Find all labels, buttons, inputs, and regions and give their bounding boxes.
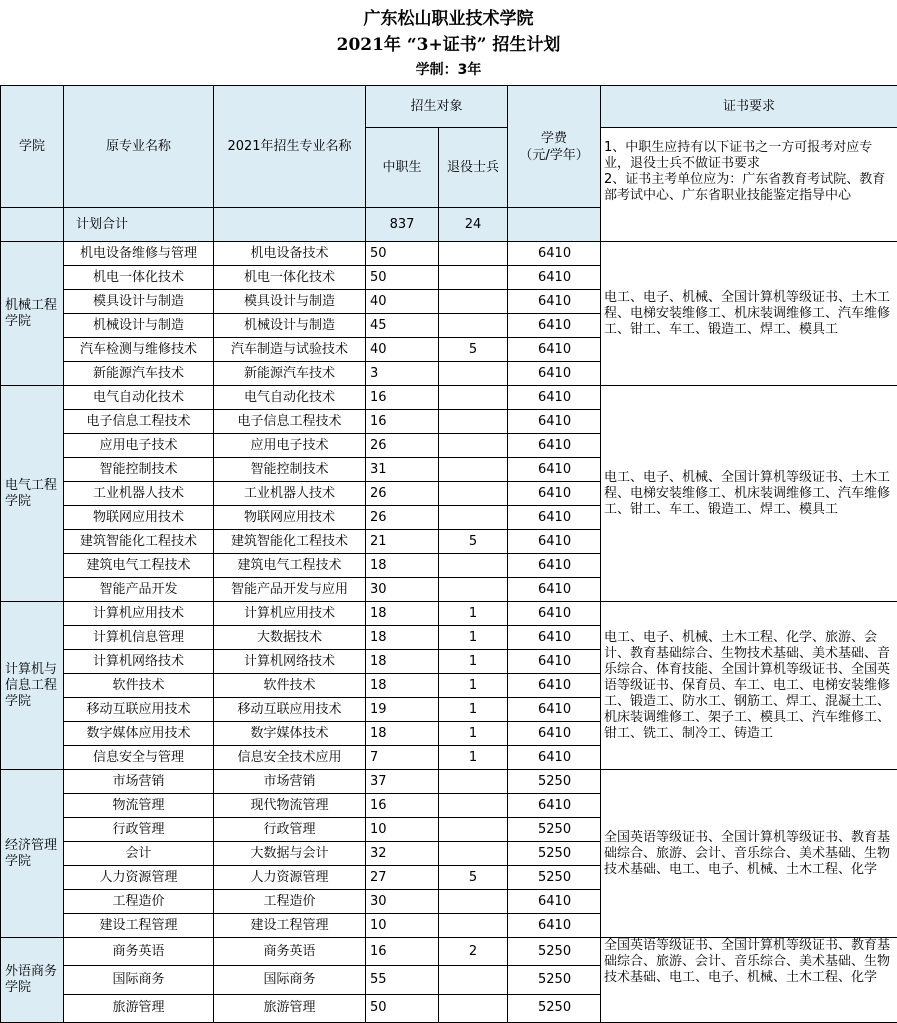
- veteran-count-cell: [439, 482, 508, 506]
- veteran-count-cell: 5: [439, 530, 508, 554]
- fee-cell: 6410: [508, 506, 601, 530]
- college-name: 电气工程学院: [1, 386, 64, 602]
- college-name: 外语商务学院: [1, 938, 64, 1023]
- vocational-count-cell: 50: [366, 994, 439, 1022]
- table-row: [1, 770, 897, 794]
- new-major-cell: 智能控制技术: [214, 458, 366, 482]
- original-major-cell: 物流管理: [64, 794, 214, 818]
- title-area: [0, 0, 897, 85]
- vocational-count-cell: 21: [366, 530, 439, 554]
- fee-cell: 6410: [508, 314, 601, 338]
- original-major-cell: 市场营销: [64, 770, 214, 794]
- total-blank-2: [214, 208, 366, 242]
- new-major-cell: 工程造价: [214, 890, 366, 914]
- new-major-cell: 建筑智能化工程技术: [214, 530, 366, 554]
- new-major-cell: 计算机应用技术: [214, 602, 366, 626]
- new-major-cell: 建设工程管理: [214, 914, 366, 938]
- veteran-count-cell: [439, 242, 508, 266]
- veteran-count-cell: [439, 410, 508, 434]
- original-major-cell: 模具设计与制造: [64, 290, 214, 314]
- total-vocational: 837: [366, 208, 439, 242]
- table-row: [1, 386, 897, 410]
- new-major-cell: 建筑电气工程技术: [214, 554, 366, 578]
- cert-note-text: 1、中职生应持有以下证书之一方可报考对应专业，退役士兵不做证书要求 2、证书主考单位应为：广东省教育考试院、教育部考试中心、广东省职业技能鉴定指导中心: [604, 140, 885, 203]
- vocational-count-cell: 16: [366, 794, 439, 818]
- vocational-count-cell: 10: [366, 914, 439, 938]
- original-major-cell: 机械设计与制造: [64, 314, 214, 338]
- fee-cell: 5250: [508, 770, 601, 794]
- total-blank: [1, 208, 64, 242]
- vocational-count-cell: 3: [366, 362, 439, 386]
- plan-title: 2021年 “3+证书” 招生计划: [0, 30, 897, 55]
- new-major-cell: 应用电子技术: [214, 434, 366, 458]
- fee-cell: 5250: [508, 818, 601, 842]
- vocational-count-cell: 26: [366, 434, 439, 458]
- veteran-count-cell: 2: [439, 938, 508, 966]
- vocational-count-cell: 30: [366, 890, 439, 914]
- fee-cell: 6410: [508, 554, 601, 578]
- veteran-count-cell: [439, 794, 508, 818]
- original-major-cell: 国际商务: [64, 966, 214, 994]
- new-major-cell: 大数据技术: [214, 626, 366, 650]
- new-major-cell: 商务英语: [214, 938, 366, 966]
- new-major-cell: 智能产品开发与应用: [214, 578, 366, 602]
- original-major-cell: 电气自动化技术: [64, 386, 214, 410]
- new-major-cell: 大数据与会计: [214, 842, 366, 866]
- veteran-count-cell: 5: [439, 338, 508, 362]
- cert-note: [601, 128, 897, 242]
- vocational-count-cell: 18: [366, 626, 439, 650]
- fee-cell: 6410: [508, 602, 601, 626]
- header-new-major: 2021年招生专业名称: [214, 86, 366, 208]
- vocational-count-cell: 40: [366, 290, 439, 314]
- vocational-count-cell: 18: [366, 722, 439, 746]
- new-major-cell: 电子信息工程技术: [214, 410, 366, 434]
- fee-cell: 5250: [508, 866, 601, 890]
- vocational-count-cell: 16: [366, 410, 439, 434]
- vocational-count-cell: 27: [366, 866, 439, 890]
- total-veteran: 24: [439, 208, 508, 242]
- enrollment-plan-table: [0, 85, 897, 1023]
- school-title: 广东松山职业技术学院: [0, 4, 897, 29]
- new-major-cell: 工业机器人技术: [214, 482, 366, 506]
- veteran-count-cell: 1: [439, 746, 508, 770]
- original-major-cell: 机电一体化技术: [64, 266, 214, 290]
- vocational-count-cell: 50: [366, 242, 439, 266]
- header-college: 学院: [1, 86, 64, 208]
- veteran-count-cell: [439, 458, 508, 482]
- cert-requirement: 电工、电子、机械、全国计算机等级证书、土木工程、电梯安装维修工、机床装调维修工、汽车维修工、钳工、车工、锻造工、焊工、模具工: [601, 386, 897, 602]
- fee-cell: 6410: [508, 458, 601, 482]
- fee-cell: 6410: [508, 362, 601, 386]
- header-fee-text: 学费 （元/学年）: [519, 131, 588, 163]
- fee-cell: 6410: [508, 242, 601, 266]
- fee-cell: 6410: [508, 578, 601, 602]
- original-major-cell: 建筑智能化工程技术: [64, 530, 214, 554]
- veteran-count-cell: [439, 362, 508, 386]
- new-major-cell: 软件技术: [214, 674, 366, 698]
- vocational-count-cell: 16: [366, 938, 439, 966]
- cert-requirement: 电工、电子、机械、土木工程、化学、旅游、会计、教育基础综合、生物技术基础、美术基础、音乐综合、体育技能、全国计算机等级证书、全国英语等级证书、保育员、车工、电工、电梯安装维修工、锻造工、防水工、钢筋工、焊工、混凝土工、机床装调维修工、架子工、模具工、汽车维修工、钳工、铣工、制冷工、铸造工: [601, 602, 897, 770]
- new-major-cell: 现代物流管理: [214, 794, 366, 818]
- header-target: 招生对象: [366, 86, 508, 128]
- vocational-count-cell: 31: [366, 458, 439, 482]
- original-major-cell: 物联网应用技术: [64, 506, 214, 530]
- vocational-count-cell: 45: [366, 314, 439, 338]
- header-veteran: 退役士兵: [439, 128, 508, 208]
- fee-cell: 6410: [508, 434, 601, 458]
- fee-cell: 6410: [508, 266, 601, 290]
- fee-cell: 6410: [508, 794, 601, 818]
- original-major-cell: 信息安全与管理: [64, 746, 214, 770]
- fee-cell: 5250: [508, 842, 601, 866]
- original-major-cell: 工业机器人技术: [64, 482, 214, 506]
- header-row-1: [1, 86, 897, 128]
- new-major-cell: 人力资源管理: [214, 866, 366, 890]
- fee-cell: 6410: [508, 914, 601, 938]
- original-major-cell: 工程造价: [64, 890, 214, 914]
- veteran-count-cell: [439, 386, 508, 410]
- total-label: 计划合计: [64, 208, 214, 242]
- original-major-cell: 电子信息工程技术: [64, 410, 214, 434]
- original-major-cell: 数字媒体应用技术: [64, 722, 214, 746]
- new-major-cell: 计算机网络技术: [214, 650, 366, 674]
- veteran-count-cell: [439, 966, 508, 994]
- original-major-cell: 商务英语: [64, 938, 214, 966]
- veteran-count-cell: 1: [439, 602, 508, 626]
- new-major-cell: 信息安全技术应用: [214, 746, 366, 770]
- original-major-cell: 机电设备维修与管理: [64, 242, 214, 266]
- header-fee: [508, 86, 601, 208]
- new-major-cell: 电气自动化技术: [214, 386, 366, 410]
- veteran-count-cell: 1: [439, 650, 508, 674]
- fee-cell: 6410: [508, 674, 601, 698]
- vocational-count-cell: 19: [366, 698, 439, 722]
- vocational-count-cell: 50: [366, 266, 439, 290]
- fee-cell: 6410: [508, 890, 601, 914]
- fee-cell: 6410: [508, 530, 601, 554]
- new-major-cell: 国际商务: [214, 966, 366, 994]
- original-major-cell: 软件技术: [64, 674, 214, 698]
- vocational-count-cell: 16: [366, 386, 439, 410]
- veteran-count-cell: [439, 890, 508, 914]
- vocational-count-cell: 55: [366, 966, 439, 994]
- original-major-cell: 智能产品开发: [64, 578, 214, 602]
- table-body: [1, 86, 897, 1023]
- vocational-count-cell: 7: [366, 746, 439, 770]
- veteran-count-cell: [439, 266, 508, 290]
- fee-cell: 6410: [508, 410, 601, 434]
- veteran-count-cell: 1: [439, 698, 508, 722]
- original-major-cell: 计算机信息管理: [64, 626, 214, 650]
- vocational-count-cell: 32: [366, 842, 439, 866]
- new-major-cell: 机电一体化技术: [214, 266, 366, 290]
- new-major-cell: 市场营销: [214, 770, 366, 794]
- vocational-count-cell: 18: [366, 554, 439, 578]
- college-name: 机械工程学院: [1, 242, 64, 386]
- original-major-cell: 新能源汽车技术: [64, 362, 214, 386]
- vocational-count-cell: 26: [366, 506, 439, 530]
- vocational-count-cell: 26: [366, 482, 439, 506]
- new-major-cell: 机电设备技术: [214, 242, 366, 266]
- table-row: [1, 938, 897, 966]
- vocational-count-cell: 18: [366, 674, 439, 698]
- fee-cell: 6410: [508, 626, 601, 650]
- original-major-cell: 移动互联应用技术: [64, 698, 214, 722]
- original-major-cell: 人力资源管理: [64, 866, 214, 890]
- original-major-cell: 旅游管理: [64, 994, 214, 1022]
- schooling-years: 学制：3年: [0, 59, 897, 79]
- vocational-count-cell: 10: [366, 818, 439, 842]
- college-name: 经济管理学院: [1, 770, 64, 938]
- fee-cell: 6410: [508, 698, 601, 722]
- fee-cell: 6410: [508, 482, 601, 506]
- table-row: [1, 602, 897, 626]
- veteran-count-cell: [439, 314, 508, 338]
- cert-requirement: 电工、电子、机械、全国计算机等级证书、土木工程、电梯安装维修工、机床装调维修工、汽车维修工、钳工、车工、锻造工、焊工、模具工: [601, 242, 897, 386]
- new-major-cell: 移动互联应用技术: [214, 698, 366, 722]
- original-major-cell: 建筑电气工程技术: [64, 554, 214, 578]
- cert-requirement: 全国英语等级证书、全国计算机等级证书、教育基础综合、旅游、会计、音乐综合、美术基础、生物技术基础、电工、电子、机械、土木工程、化学: [601, 770, 897, 938]
- original-major-cell: 计算机网络技术: [64, 650, 214, 674]
- header-vocational: 中职生: [366, 128, 439, 208]
- vocational-count-cell: 18: [366, 602, 439, 626]
- fee-cell: 6410: [508, 746, 601, 770]
- veteran-count-cell: [439, 818, 508, 842]
- veteran-count-cell: 1: [439, 674, 508, 698]
- cert-requirement: 全国英语等级证书、全国计算机等级证书、教育基础综合、旅游、会计、音乐综合、美术基础、生物技术基础、电工、电子、机械、土木工程、化学: [601, 938, 897, 1023]
- header-original-major: 原专业名称: [64, 86, 214, 208]
- veteran-count-cell: [439, 506, 508, 530]
- table-row: [1, 242, 897, 266]
- header-cert-req: 证书要求: [601, 86, 897, 128]
- new-major-cell: 行政管理: [214, 818, 366, 842]
- new-major-cell: 模具设计与制造: [214, 290, 366, 314]
- vocational-count-cell: 30: [366, 578, 439, 602]
- new-major-cell: 数字媒体技术: [214, 722, 366, 746]
- veteran-count-cell: [439, 434, 508, 458]
- veteran-count-cell: [439, 770, 508, 794]
- new-major-cell: 机械设计与制造: [214, 314, 366, 338]
- veteran-count-cell: [439, 554, 508, 578]
- new-major-cell: 新能源汽车技术: [214, 362, 366, 386]
- original-major-cell: 会计: [64, 842, 214, 866]
- fee-cell: 5250: [508, 966, 601, 994]
- fee-cell: 6410: [508, 722, 601, 746]
- veteran-count-cell: [439, 994, 508, 1022]
- vocational-count-cell: 37: [366, 770, 439, 794]
- total-blank-3: [508, 208, 601, 242]
- new-major-cell: 物联网应用技术: [214, 506, 366, 530]
- college-name: 计算机与信息工程学院: [1, 602, 64, 770]
- original-major-cell: 汽车检测与维修技术: [64, 338, 214, 362]
- original-major-cell: 应用电子技术: [64, 434, 214, 458]
- veteran-count-cell: 5: [439, 866, 508, 890]
- fee-cell: 5250: [508, 938, 601, 966]
- original-major-cell: 智能控制技术: [64, 458, 214, 482]
- fee-cell: 5250: [508, 994, 601, 1022]
- veteran-count-cell: 1: [439, 626, 508, 650]
- fee-cell: 6410: [508, 650, 601, 674]
- original-major-cell: 建设工程管理: [64, 914, 214, 938]
- fee-cell: 6410: [508, 290, 601, 314]
- original-major-cell: 计算机应用技术: [64, 602, 214, 626]
- new-major-cell: 旅游管理: [214, 994, 366, 1022]
- veteran-count-cell: [439, 914, 508, 938]
- veteran-count-cell: [439, 842, 508, 866]
- veteran-count-cell: [439, 290, 508, 314]
- fee-cell: 6410: [508, 386, 601, 410]
- new-major-cell: 汽车制造与试验技术: [214, 338, 366, 362]
- veteran-count-cell: 1: [439, 722, 508, 746]
- fee-cell: 6410: [508, 338, 601, 362]
- vocational-count-cell: 18: [366, 650, 439, 674]
- vocational-count-cell: 40: [366, 338, 439, 362]
- original-major-cell: 行政管理: [64, 818, 214, 842]
- veteran-count-cell: [439, 578, 508, 602]
